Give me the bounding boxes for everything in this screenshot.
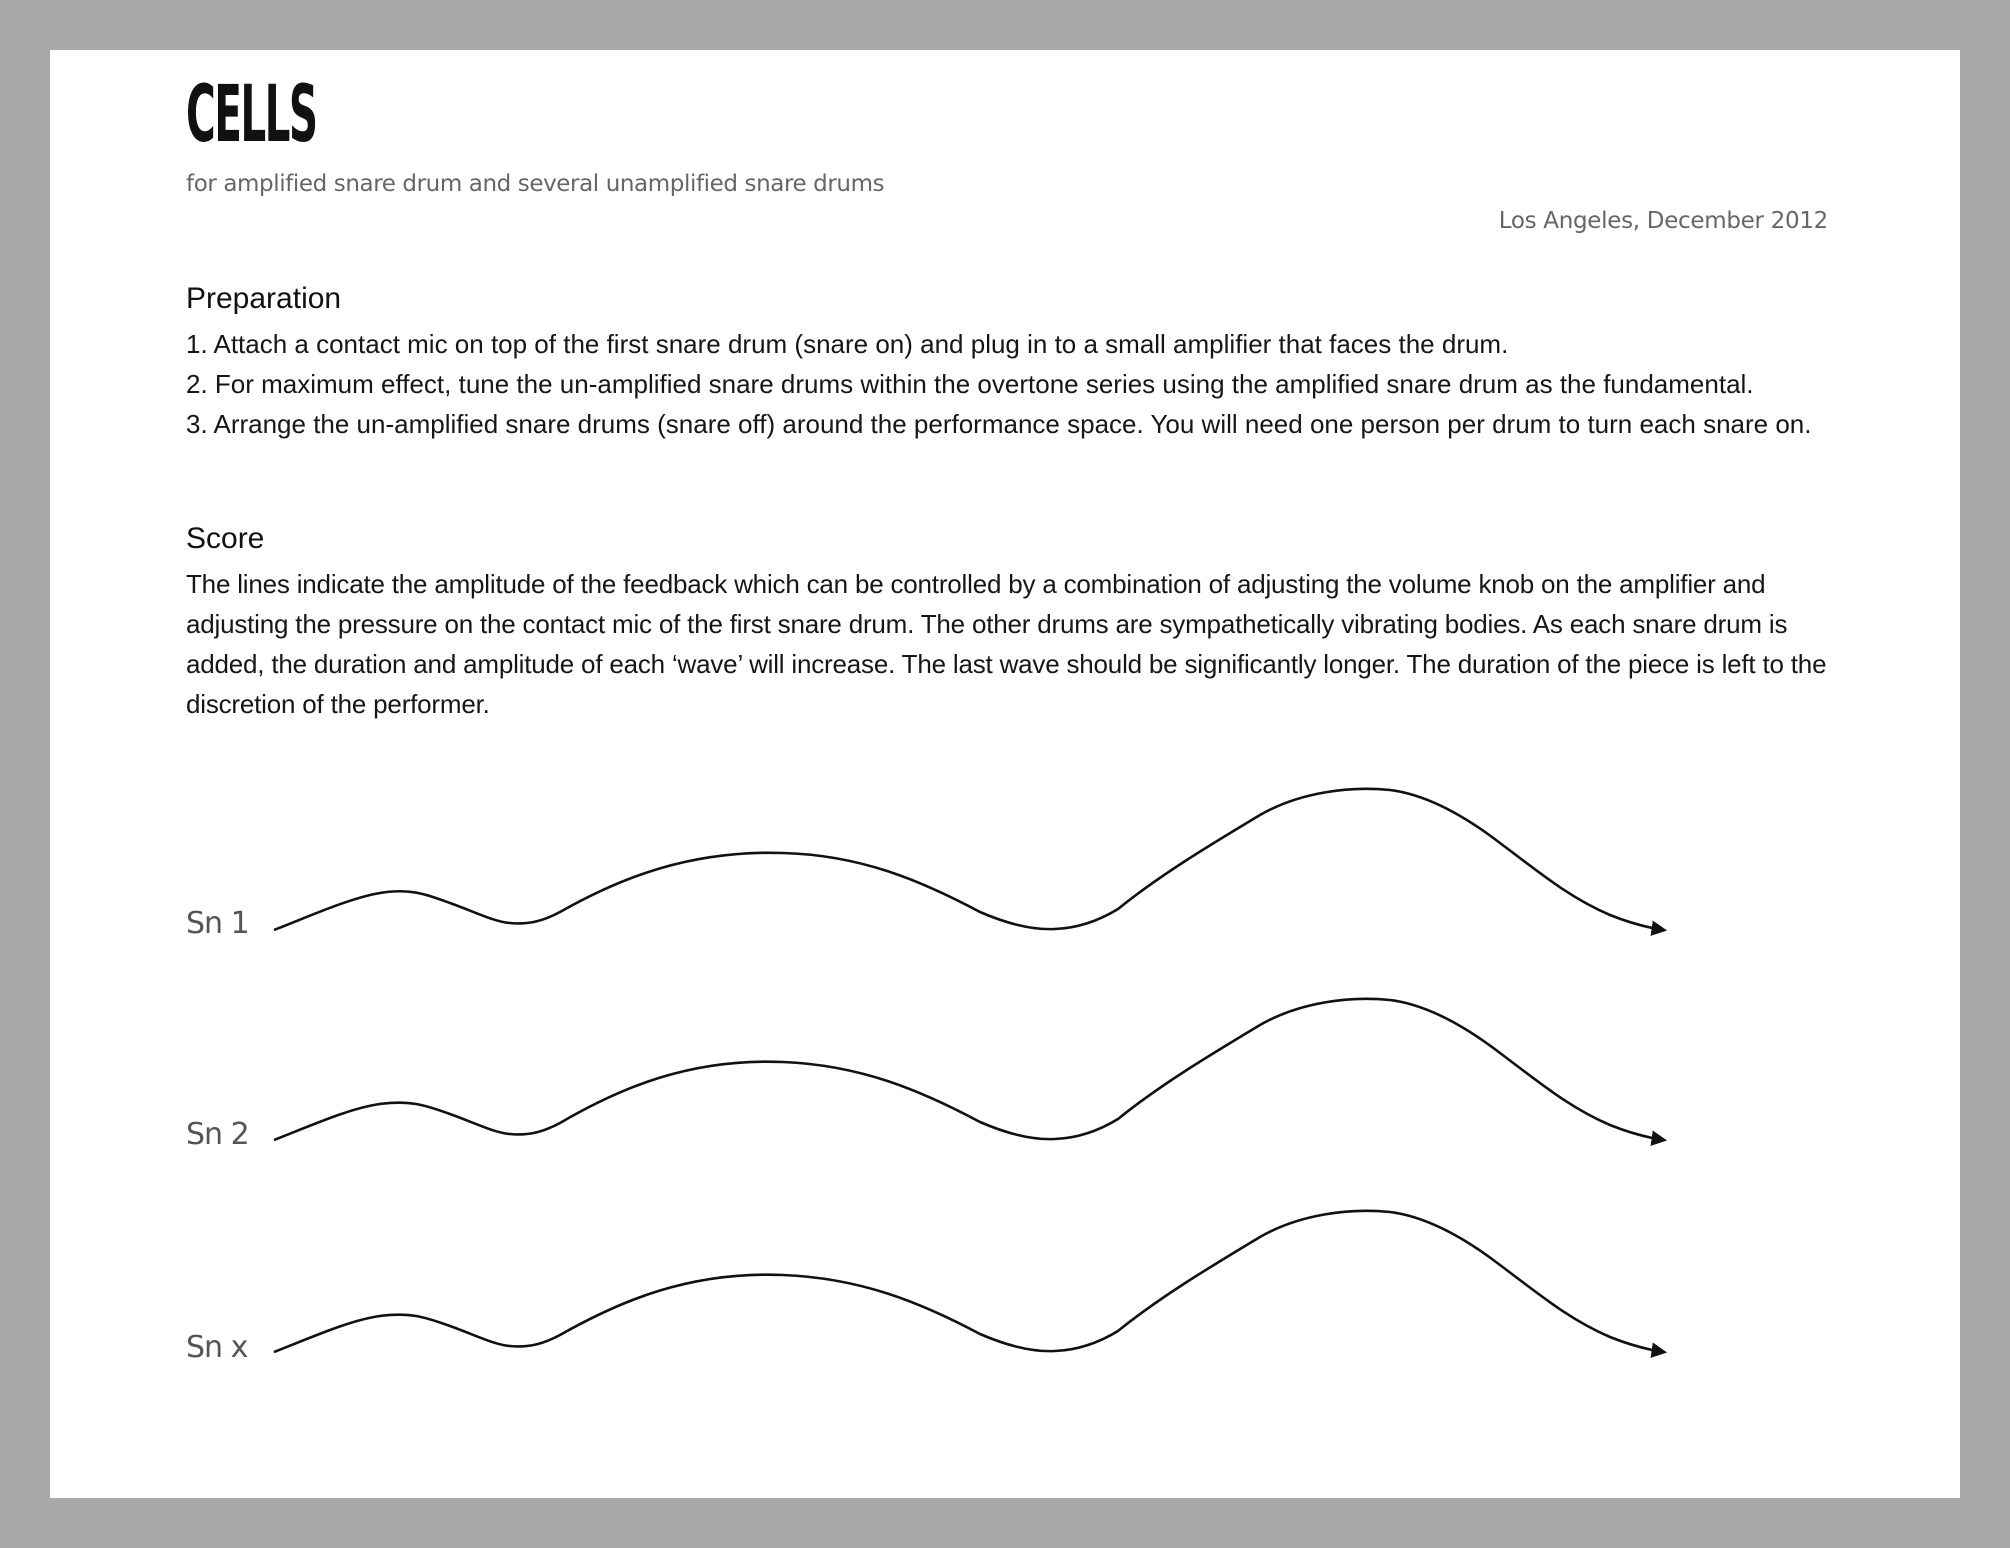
score-instructions: The lines indicate the amplitude of the feedback which can be controlled by a combination of adjusting the volume knob on the amplifier and adjusting the pressure on the contact mic of the first snare drum. The other drums are sympathetically vibrating bodies. As each snare drum is added, the duration and amplitude of each ‘wave’ will increase. The last wave should be significantly longer. The duration of the piece is left to the discretion of the performer. [186, 569, 1827, 719]
score-heading: Score [186, 522, 265, 555]
wave-line-sn-2 [274, 999, 1664, 1140]
wave-sn-2 [274, 999, 1664, 1140]
preparation-step-1: 1. Attach a contact mic on top of the first snare drum (snare on) and plug in to a small amplifier that faces the drum. [186, 329, 1509, 359]
score-page [50, 50, 1960, 1498]
wave-sn-x [274, 1211, 1664, 1352]
staff-label-sn-1: Sn 1 [186, 906, 249, 941]
wave-line-sn-1 [274, 789, 1664, 930]
piece-subtitle: for amplified snare drum and several unamplified snare drums [186, 171, 885, 197]
preparation-step-2: 2. For maximum effect, tune the un-amplified snare drums within the overtone series using the amplified snare drum as the fundamental. [186, 369, 1754, 399]
staff-label-sn-2: Sn 2 [186, 1117, 249, 1152]
staff-label-sn-x: Sn x [186, 1330, 248, 1365]
preparation-step-3: 3. Arrange the un-amplified snare drums (snare off) around the performance space. You will need one person per drum to turn each snare on. [186, 409, 1812, 439]
preparation-heading: Preparation [186, 282, 342, 315]
place-date: Los Angeles, December 2012 [1498, 208, 1828, 234]
score-waves [50, 50, 1960, 1498]
wave-line-sn-x [274, 1211, 1664, 1352]
piece-title: CELLS [186, 70, 317, 160]
wave-sn-1 [274, 789, 1664, 930]
